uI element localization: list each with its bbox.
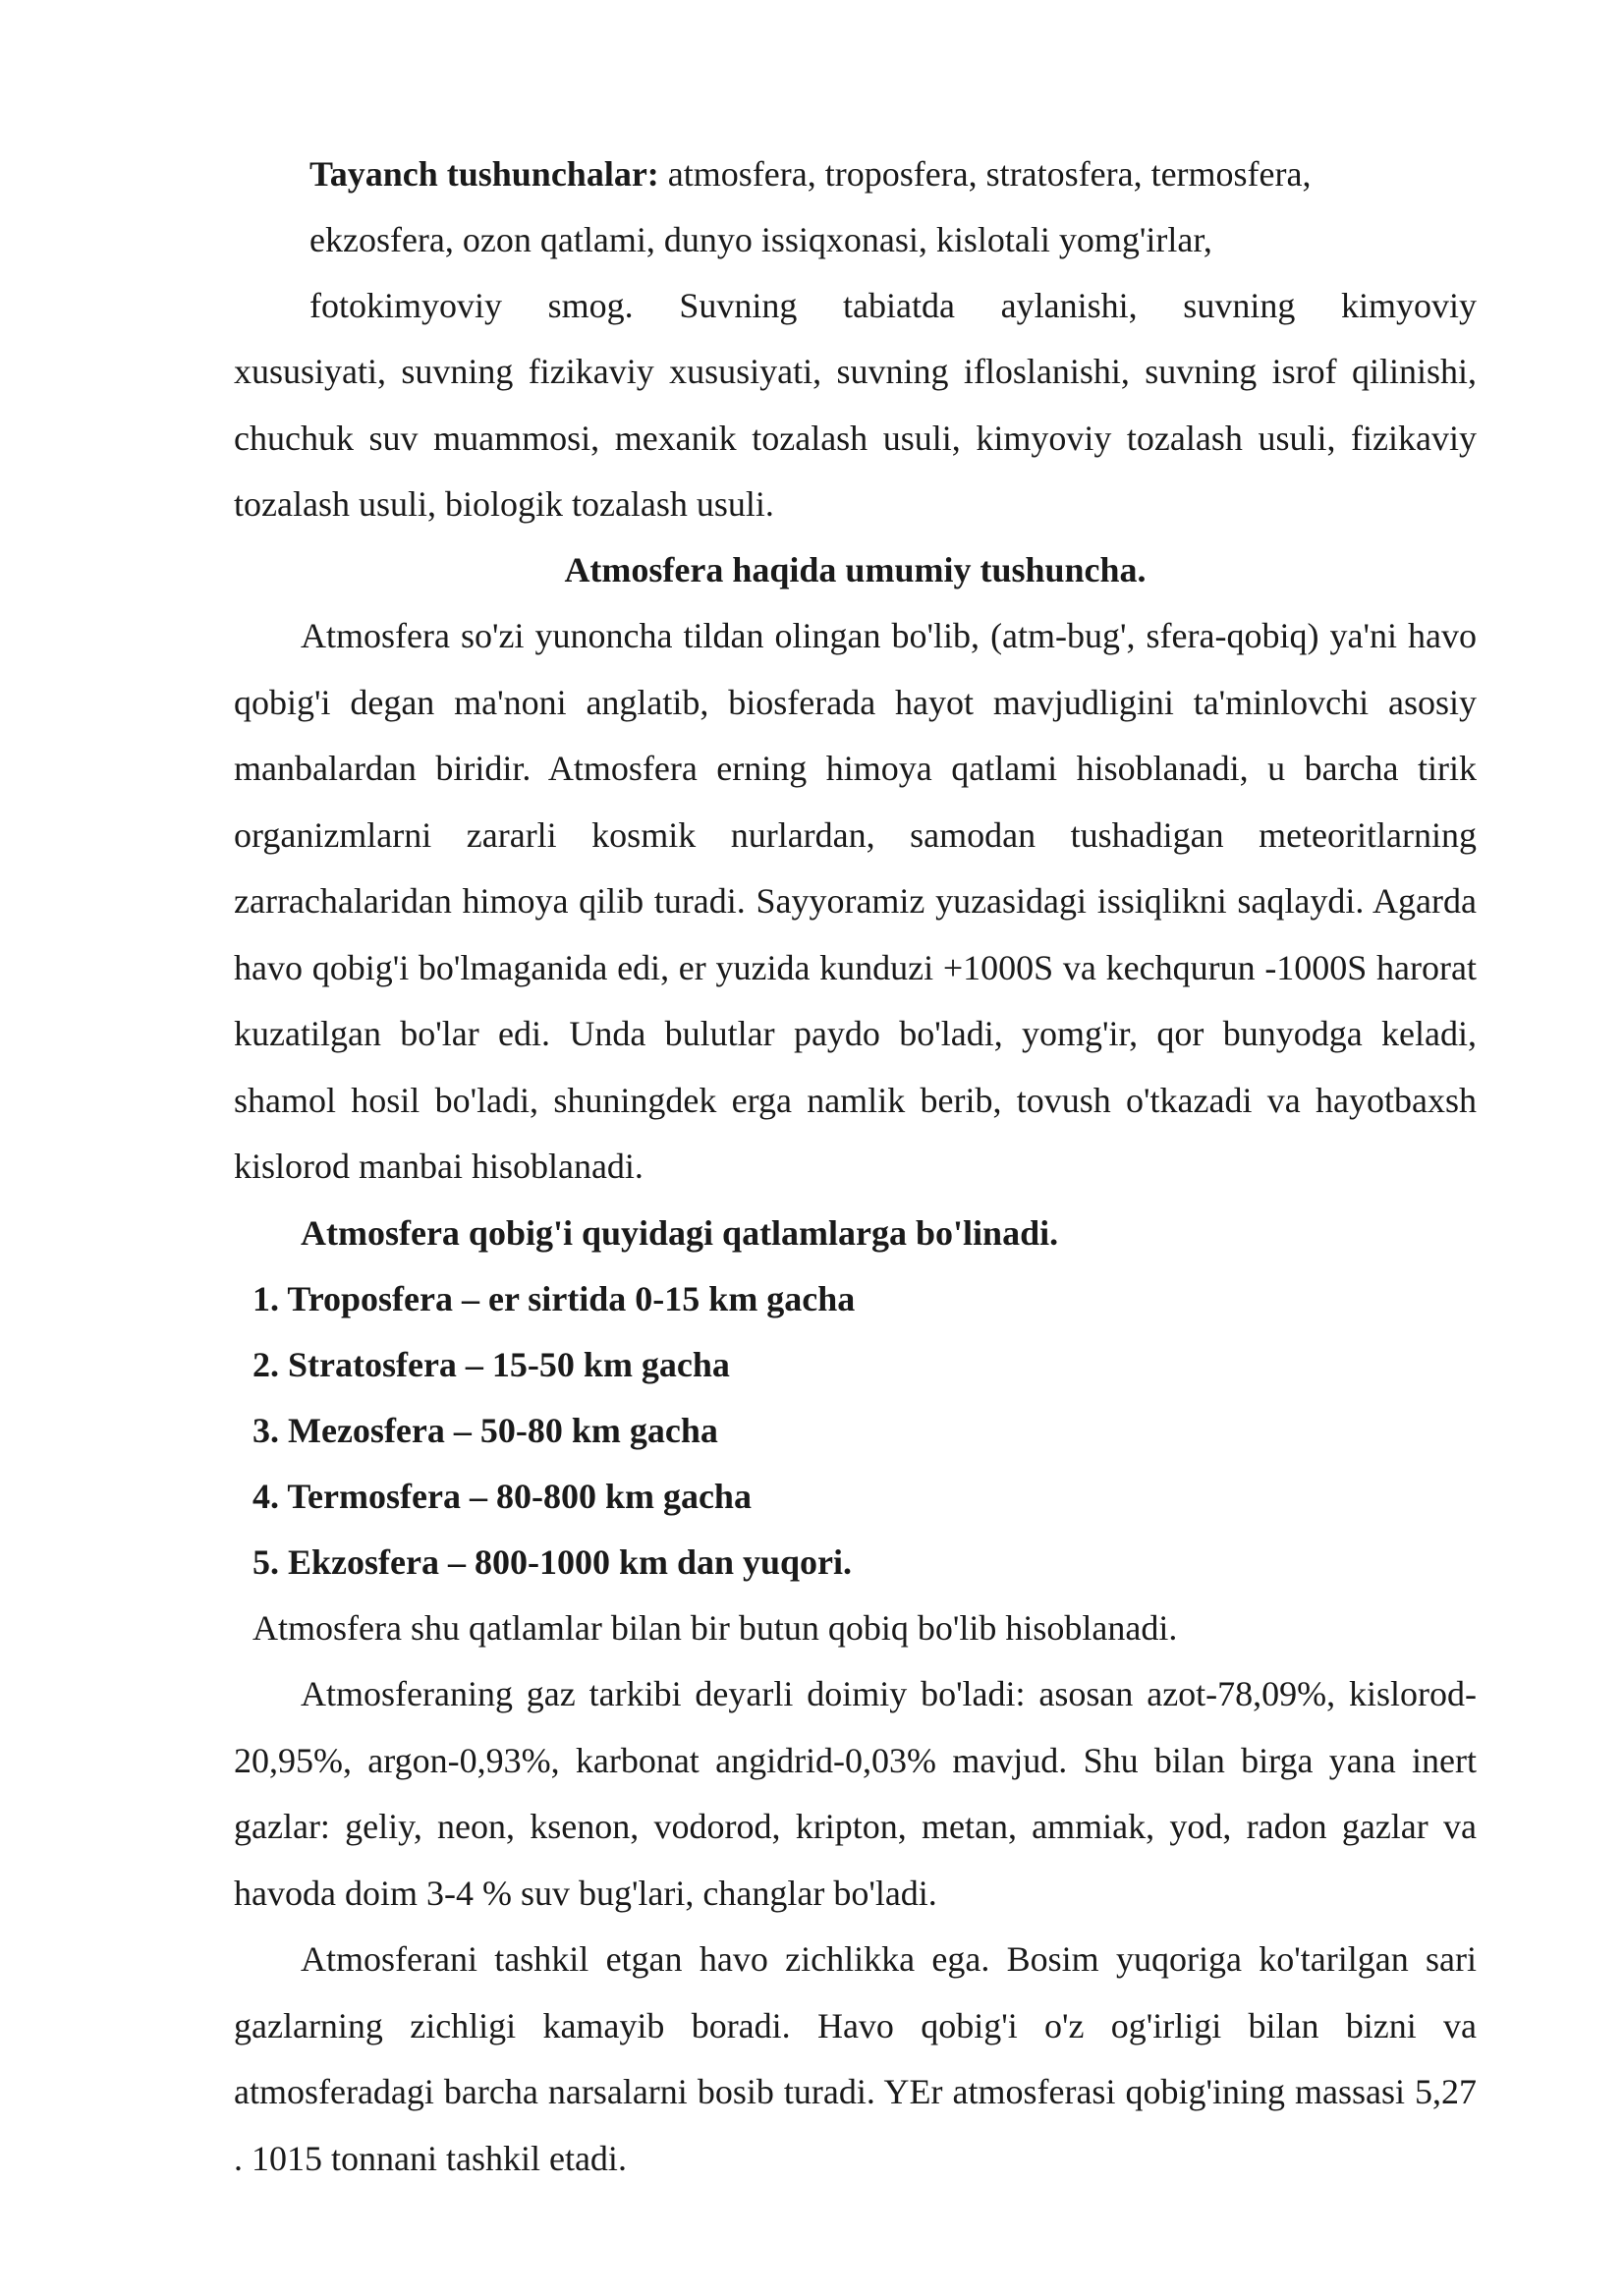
section-heading: Atmosfera haqida umumiy tushuncha. xyxy=(564,550,1147,589)
layer-list-item: 3. Mezosfera – 50-80 km gacha xyxy=(252,1411,718,1450)
key-concepts-continuation: xususiyati, suvning fizikaviy xususiyati, suvning ifloslanishi, suvning isrof qilinishi, chuchuk suv muammosi, mexanik tozalash usuli, kimyoviy tozalash usuli, fizikaviy tozalash usuli, biologik tozalash usuli. xyxy=(234,352,1477,524)
layer-list-item: 2. Stratosfera – 15-50 km gacha xyxy=(252,1345,730,1384)
key-concepts-line-3: fotokimyoviy smog. Suvning tabiatda aylanishi, suvning kimyoviy xyxy=(309,286,1477,325)
paragraph-atmosphere-intro: Atmosfera so'zi yunoncha tildan olingan bo'lib, (atm-bug', sfera-qobiq) ya'ni havo qobig'i degan ma'noni anglatib, biosferada hayot mavjudligini ta'minlovchi asosiy manbalardan biridir. Atmosfera erning himoya qatlami hisoblanadi, u barcha tirik organizmlarni zararli kosmik nurlardan, samodan tushadigan meteoritlarning zarrachalaridan himoya qilib turadi. Sayyoramiz yuzasidagi issiqlikni saqlaydi. Agarda havo qobig'i bo'lmaganida edi, er yuzida kunduzi +1000S va kechqurun -1000S harorat kuzatilgan bo'lar edi. Unda bulutlar paydo bo'ladi, yomg'ir, qor bunyodga keladi, shamol hosil bo'ladi, shuningdek erga namlik berib, tovush o'tkazadi va hayotbaxsh kislorod manbai hisoblanadi. xyxy=(234,616,1477,1186)
key-concepts-label: Tayanch tushunchalar: xyxy=(309,154,659,194)
paragraph-air-density: Atmosferani tashkil etgan havo zichlikka ega. Bosim yuqoriga ko'tarilgan sari gazlarning zichligi kamayib boradi. Havo qobig'i o'z og'irligi bilan bizni va atmosferadagi barcha narsalarni bosib turadi. YEr atmosferasi qobig'ining massasi 5,27 . 1015 tonnani tashkil etadi. xyxy=(234,1939,1477,2178)
layer-list-item: 1. Troposfera – er sirtida 0-15 km gacha xyxy=(252,1279,856,1318)
key-concepts-line-2: ekzosfera, ozon qatlami, dunyo issiqxonasi, kislotali yomg'irlar, xyxy=(309,220,1212,259)
layer-list-item: 4. Termosfera – 80-800 km gacha xyxy=(252,1477,752,1516)
layers-heading: Atmosfera qobig'i quyidagi qatlamlarga bo'linadi. xyxy=(301,1213,1059,1253)
key-concepts-line1-text: atmosfera, troposfera, stratosfera, termosfera, xyxy=(658,154,1312,194)
layer-list-item: 5. Ekzosfera – 800-1000 km dan yuqori. xyxy=(252,1542,853,1582)
layers-summary: Atmosfera shu qatlamlar bilan bir butun qobiq bo'lib hisoblanadi. xyxy=(252,1608,1178,1648)
key-concepts-line-1 xyxy=(309,141,1477,208)
paragraph-gas-composition: Atmosferaning gaz tarkibi deyarli doimiy bo'ladi: asosan azot-78,09%, kislorod-20,95%, argon-0,93%, karbonat angidrid-0,03% mavjud. Shu bilan birga yana inert gazlar: geliy, neon, ksenon, vodorod, kripton, metan, ammiak, yod, radon gazlar va havoda doim 3-4 % suv bug'lari, changlar bo'ladi. xyxy=(234,1674,1477,1913)
